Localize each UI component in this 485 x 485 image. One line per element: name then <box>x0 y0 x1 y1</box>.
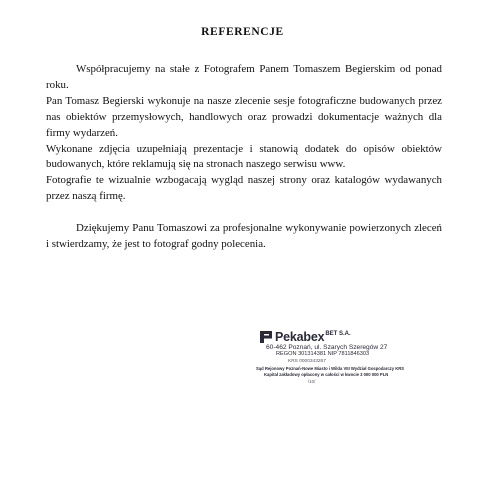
stamp-court: Sąd Rejonowy Poznań-Nowe Miasto i Wilda VIII Wydział Gospodarczy KRS <box>256 366 405 371</box>
paragraph-website: Fotografie te wizualnie wzbogacają wygląd naszej strony oraz katalogów wydawanych przez naszą firmę. <box>46 174 442 203</box>
document-title: REFERENCJE <box>201 26 284 38</box>
stamp-regon-nip: REGON 301314381 NIP 7811846303 <box>276 351 370 357</box>
stamp-capital: Kapitał zakładowy opłacony w całości w kwocie 3 000 000 PLN <box>264 372 389 377</box>
company-logo <box>260 330 351 344</box>
company-stamp <box>246 330 456 400</box>
paragraph-sessions: Pan Tomasz Begierski wykonuje na nasze zlecenie sesje fotograficzne budowanych przez nas obiektów przemysłowych, handlowych oraz prowadzi dokumentacje ważnych dla firmy wydarzeń. <box>46 94 442 139</box>
company-name: Pekabex <box>275 330 325 344</box>
stamp-note: /10/ <box>308 379 316 384</box>
stamp-krs: KRS 0000343267 <box>288 359 326 364</box>
paragraph-thanks: Dziękujemy Panu Tomaszowi za profesjonalne wykonywanie powierzonych zleceń i stwierdzamy, że jest to fotograf godny polecenia. <box>46 222 442 251</box>
pekabex-logo-icon <box>260 331 273 343</box>
company-suffix: BET S.A. <box>325 331 351 337</box>
document-body <box>46 62 442 253</box>
stamp-address: 60-462 Poznań, ul. Szarych Szeregów 27 <box>266 344 388 351</box>
paragraph-cooperation: Współpracujemy na stałe z Fotografem Panem Tomaszem Begierskim od ponad roku. <box>46 63 442 91</box>
paragraph-photos: Wykonane zdjęcia uzupełniają prezentacje i stanowią dodatek do opisów obiektów budowanych, które reklamują się na stronach naszego serwisu www. <box>46 142 442 171</box>
